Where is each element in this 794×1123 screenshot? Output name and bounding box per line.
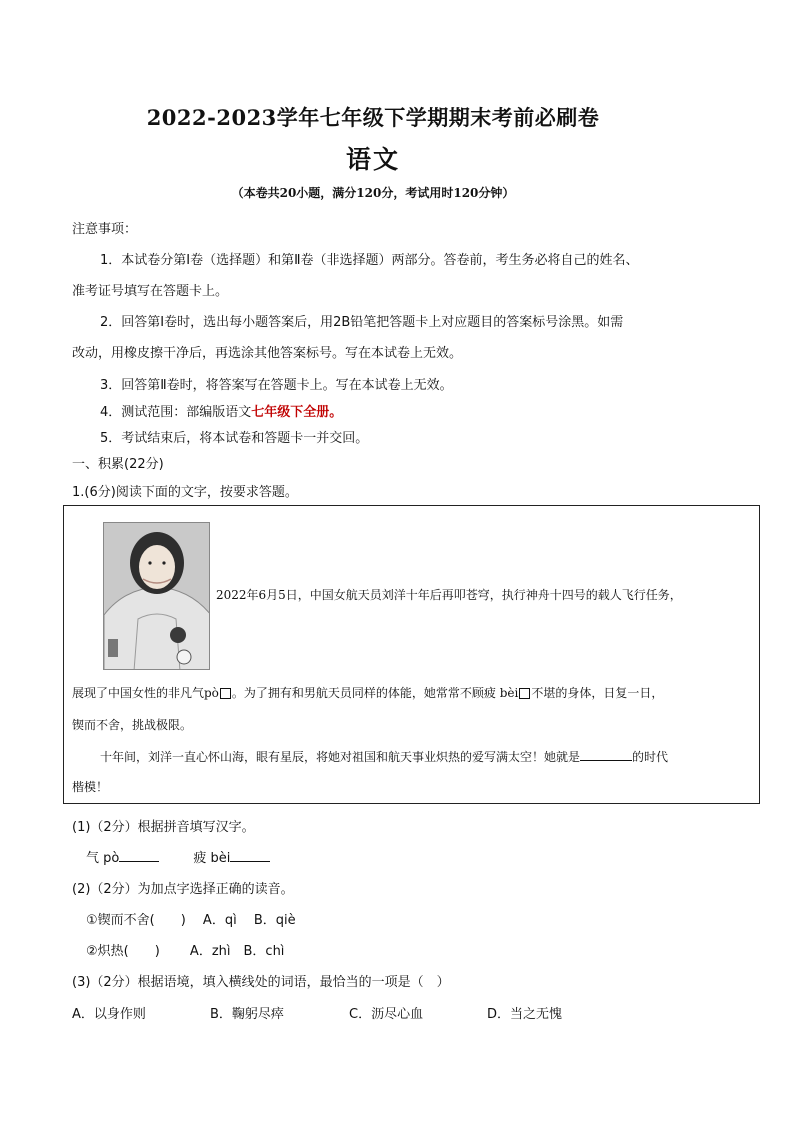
subject-title: 语文 [345,145,400,174]
note-5: 5．考试结束后，将本试卷和答题卡一并交回。 [100,431,369,446]
option-a: A．以身作则 [72,1007,146,1022]
passage-line-4 [100,748,668,765]
section-heading: 一、积累(22分) [72,457,164,472]
passage-line-2b: 。为了拥有和男航天员同样的体能，她常常不顾疲 bèi [231,686,519,700]
note-1b: 准考证号填写在答题卡上。 [72,284,229,299]
question-1-stem: 1.(6分)阅读下面的文字，按要求答题。 [72,485,298,500]
note-4-prefix: 4．测试范围：部编版语文 [100,405,252,420]
answer-blank-line [580,748,632,761]
astronaut-photo [103,522,210,670]
subquestion-2-item-1: ①锲而不舍( ) A．qì B．qiè [86,913,296,928]
blank-box-po [220,688,231,699]
passage-line-2a: 展现了中国女性的非凡气pò [72,686,219,700]
subquestion-2: (2)（2分）为加点字选择正确的读音。 [72,882,294,897]
subquestion-3: (3)（2分）根据语境，填入横线处的词语，最恰当的一项是（ ） [72,975,450,990]
passage-line-4b: 的时代 [632,750,669,764]
blank-box-bei [519,688,530,699]
exam-title: 2022-2023学年七年级下学期期末考前必刷卷 [146,105,600,130]
note-4 [100,401,342,420]
passage-line-4a: 十年间，刘洋一直心怀山海，眼有星辰，将她对祖国和航天事业炽热的爱写满太空！她就是 [100,750,581,764]
pinyin-bei: 疲 bèi [193,851,231,866]
pinyin-po: 气 pò [86,851,120,866]
option-c: C．沥尽心血 [349,1007,424,1022]
note-2a: 2．回答第Ⅰ卷时，选出每小题答案后，用2B铅笔把答题卡上对应题目的答案标号涂黑。如需 [100,315,624,330]
note-2b: 改动，用橡皮擦干净后，再选涂其他答案标号。写在本试卷上无效。 [72,346,463,361]
note-1a: 1．本试卷分第Ⅰ卷（选择题）和第Ⅱ卷（非选择题）两部分。答卷前，考生务必将自己的姓名、 [100,253,639,268]
subquestion-1: (1)（2分）根据拼音填写汉字。 [72,820,255,835]
passage-line-5: 楷模！ [72,780,109,794]
answer-blank-po [119,849,159,862]
subquestion-2-item-2: ②炽热( ) A．zhì B．chì [86,944,285,959]
passage-line-2c: 不堪的身体，日复一日， [531,686,664,700]
subquestion-1-items [86,847,270,866]
notes-heading: 注意事项： [72,222,138,237]
option-b: B．鞠躬尽瘁 [210,1007,284,1022]
passage-line-1: 2022年6月5日，中国女航天员刘洋十年后再叩苍穹，执行神舟十四号的载人飞行任务， [216,588,682,602]
note-3: 3．回答第Ⅱ卷时，将答案写在答题卡上。写在本试卷上无效。 [100,378,453,393]
note-4-scope: 七年级下全册。 [251,405,343,420]
answer-blank-bei [230,849,270,862]
passage-line-3: 锲而不舍，挑战极限。 [72,718,193,732]
passage-line-2 [72,684,663,701]
exam-info: （本卷共20小题，满分120分，考试用时120分钟） [231,186,515,200]
option-d: D．当之无愧 [487,1007,563,1022]
